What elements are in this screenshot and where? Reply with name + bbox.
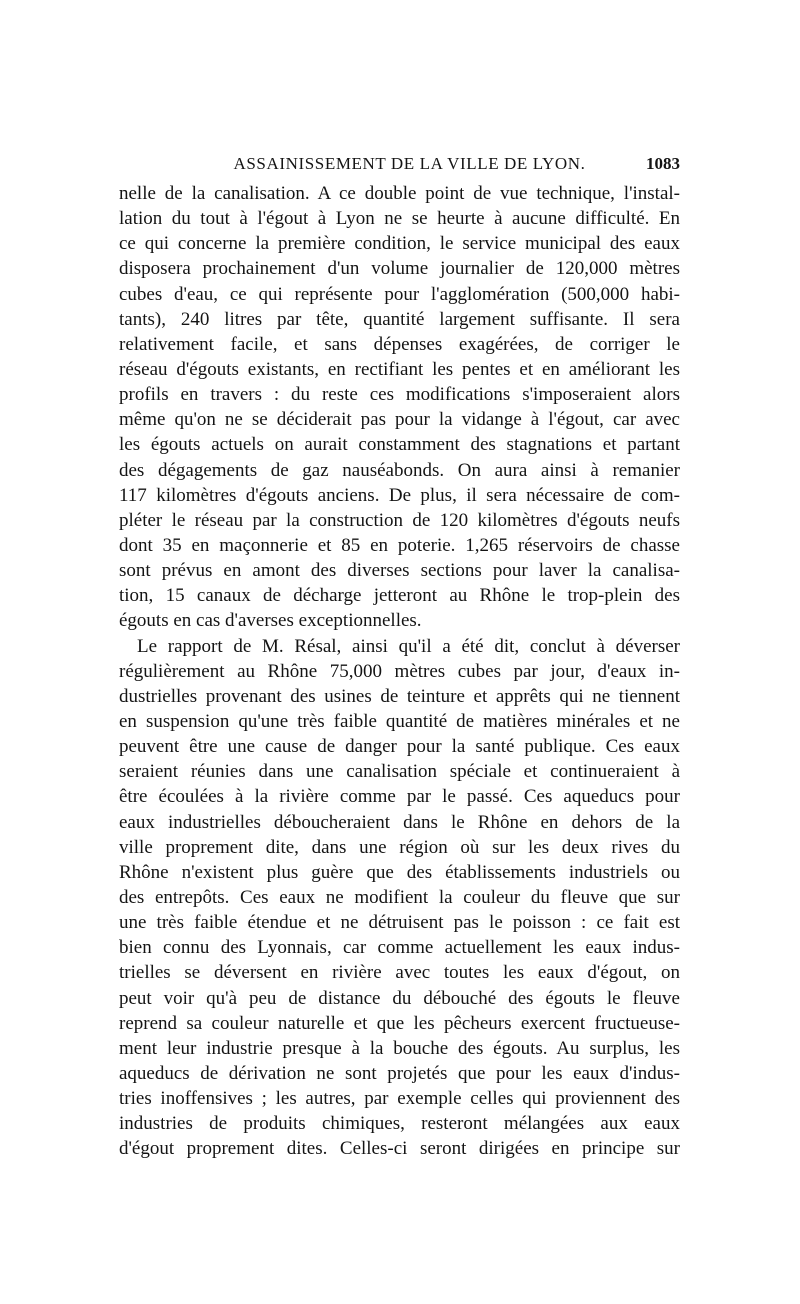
paragraph-first-line: Le rapport de M. Résal, ainsi qu'il a été dit, conclut à déverser — [137, 635, 680, 657]
text-line: régulièrement au Rhône 75,000 mètres cubes par jour, d'eaux in- — [119, 660, 680, 682]
text-line: des dégagements de gaz nauséabonds. On aura ainsi à remanier — [119, 459, 680, 481]
text-line: pléter le réseau par la construction de 120 kilomètres d'égouts neufs — [119, 509, 680, 531]
text-line: disposera prochainement d'un volume journalier de 120,000 mètres — [119, 258, 680, 280]
text-line: profils en travers : du reste ces modifications s'imposeraient alors — [119, 384, 680, 406]
running-head — [119, 152, 680, 176]
text-line: en suspension qu'une très faible quantité de matières minérales et ne — [119, 710, 680, 732]
text-line: tries inoffensives ; les autres, par exemple celles qui proviennent des — [119, 1088, 680, 1110]
text-line: industries de produits chimiques, resteront mélangées aux eaux — [119, 1113, 680, 1135]
text-line: peut voir qu'à peu de distance du débouché des égouts le fleuve — [119, 987, 680, 1009]
text-line: lation du tout à l'égout à Lyon ne se heurte à aucune difficulté. En — [119, 208, 680, 230]
text-line: bien connu des Lyonnais, car comme actuellement les eaux indus- — [119, 937, 680, 959]
text-line: tants), 240 litres par tête, quantité largement suffisante. Il sera — [119, 308, 680, 330]
text-line: tion, 15 canaux de décharge jetteront au Rhône le trop-plein des — [119, 585, 680, 607]
text-line: les égouts actuels on aurait constamment des stagnations et partant — [119, 434, 680, 456]
text-line: cubes d'eau, ce qui représente pour l'agglomération (500,000 habi- — [119, 283, 680, 305]
text-line: trielles se déversent en rivière avec toutes les eaux d'égout, on — [119, 962, 680, 984]
text-line: d'égout proprement dites. Celles-ci seront dirigées en principe sur — [119, 1138, 680, 1160]
text-line: sont prévus en amont des diverses sections pour laver la canalisa- — [119, 560, 680, 582]
page-number: 1083 — [646, 154, 680, 173]
text-line: seraient réunies dans une canalisation spéciale et continueraient à — [119, 761, 680, 783]
text-line: aqueducs de dérivation ne sont projetés que pour les eaux d'indus- — [119, 1062, 680, 1084]
text-line: même qu'on ne se déciderait pas pour la vidange à l'égout, car avec — [119, 409, 680, 431]
text-line: dont 35 en maçonnerie et 85 en poterie. 1,265 réservoirs de chasse — [119, 534, 680, 556]
text-line: nelle de la canalisation. A ce double point de vue technique, l'instal- — [119, 183, 680, 204]
text-line: être écoulées à la rivière comme par le passé. Ces aqueducs pour — [119, 786, 680, 808]
text-line: eaux industrielles déboucheraient dans le Rhône en dehors de la — [119, 811, 680, 833]
running-title: ASSAINISSEMENT DE LA VILLE DE LYON. — [233, 154, 586, 173]
text-line: ville proprement dite, dans une région où sur les deux rives du — [119, 836, 680, 858]
body-text — [119, 181, 680, 1161]
text-line: des entrepôts. Ces eaux ne modifient la couleur du fleuve que sur — [119, 886, 680, 908]
text-line: Rhône n'existent plus guère que des établissements industriels ou — [119, 861, 680, 883]
text-line: ment leur industrie presque à la bouche des égouts. Au surplus, les — [119, 1037, 680, 1059]
text-line: égouts en cas d'averses exceptionnelles. — [119, 610, 422, 632]
text-line: réseau d'égouts existants, en rectifiant les pentes et en améliorant les — [119, 358, 680, 380]
text-line: 117 kilomètres d'égouts anciens. De plus, il sera nécessaire de com- — [119, 484, 680, 506]
text-line: ce qui concerne la première condition, le service municipal des eaux — [119, 233, 680, 255]
text-line: relativement facile, et sans dépenses exagérées, de corriger le — [119, 333, 680, 355]
text-line: dustrielles provenant des usines de teinture et apprêts qui ne tiennent — [119, 685, 680, 707]
text-line: une très faible étendue et ne détruisent pas le poisson : ce fait est — [119, 912, 680, 934]
text-line: peuvent être une cause de danger pour la santé publique. Ces eaux — [119, 736, 680, 758]
text-line: reprend sa couleur naturelle et que les pêcheurs exercent fructueuse- — [119, 1012, 680, 1034]
